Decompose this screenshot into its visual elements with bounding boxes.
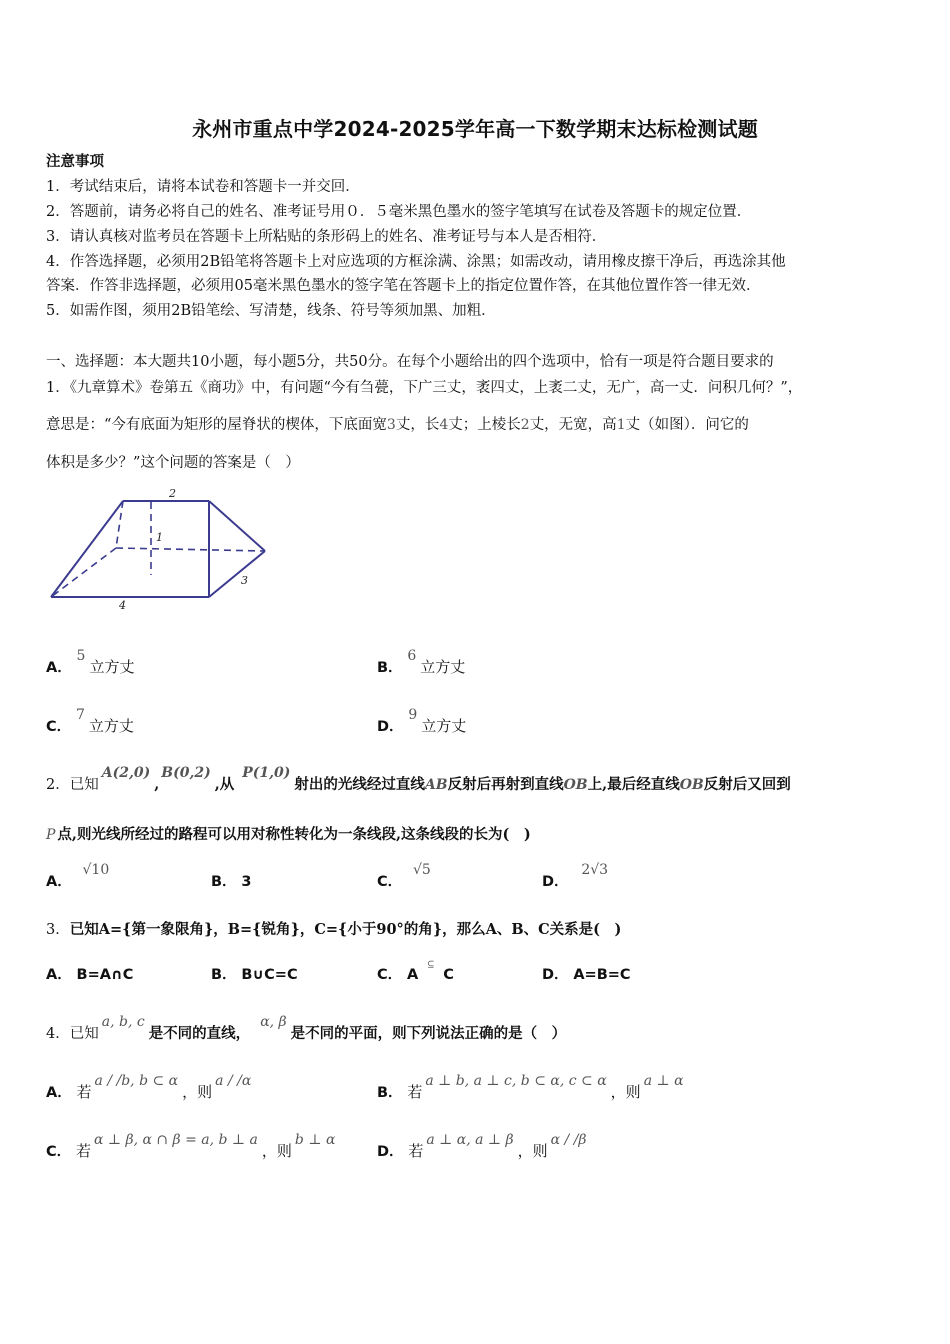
q1-option-d[interactable]: D． 9立方丈 bbox=[377, 707, 467, 735]
q4-option-a[interactable]: A． 若a / /b, b ⊂ α，则a / /α bbox=[46, 1073, 252, 1101]
note-item: 1．考试结束后，请将本试卷和答题卡一并交回． bbox=[46, 179, 360, 195]
note-item: 5．如需作图，须用2B铅笔绘、写清楚，线条、符号等须加黑、加粗． bbox=[46, 303, 496, 319]
page-title: 永州市重点中学2024-2025学年高一下数学期末达标检测试题 bbox=[192, 117, 758, 141]
q4-option-b[interactable]: B． 若a ⊥ b, a ⊥ c, b ⊂ α, c ⊂ α，则a ⊥ α bbox=[377, 1073, 684, 1101]
figure-label-side: 3 bbox=[241, 574, 248, 587]
section-header: 一、选择题：本大题共10小题，每小题5分，共50分。在每个小题给出的四个选项中，恰有一项是符合题目要求的 bbox=[46, 354, 774, 370]
q4-text: 4．已知a, b, c是不同的直线，α, β是不同的平面，则下列说法正确的是（ ） bbox=[46, 1014, 567, 1042]
q3-option-a[interactable]: A． B=A∩C bbox=[46, 967, 134, 983]
q2-option-d[interactable]: D． 2√3 bbox=[542, 862, 609, 890]
q3-option-c[interactable]: C． A ⊆ C bbox=[377, 960, 454, 983]
q1-option-b[interactable]: B． 6立方丈 bbox=[377, 648, 466, 676]
q1-option-a[interactable]: A． 5立方丈 bbox=[46, 648, 135, 676]
q2-option-b[interactable]: B． 3 bbox=[211, 874, 252, 890]
q3-text: 3．已知A={第一象限角}，B={锐角}，C={小于90°的角}，那么A、B、C关系是( ) bbox=[46, 921, 622, 938]
figure-label-top: 2 bbox=[169, 487, 176, 500]
note-item: 2．答题前，请务必将自己的姓名、准考证号用０．５毫米黑色墨水的签字笔填写在试卷及答题卡的规定位置． bbox=[46, 204, 752, 220]
q4-option-c[interactable]: C． 若α ⊥ β, α ∩ β = a, b ⊥ a，则b ⊥ α bbox=[46, 1132, 336, 1160]
wedge-figure bbox=[44, 486, 276, 614]
q2-line2: P 点,则光线所经过的路程可以用对称性转化为一条线段,这条线段的长为( ) bbox=[46, 826, 531, 843]
q1-line1: 1．《九章算术》卷第五《商功》中，有问题“今有刍甍，下广三丈，袤四丈，上袤二丈，无广，高一丈．问积几何？”， bbox=[46, 380, 803, 396]
notes-heading: 注意事项 bbox=[46, 153, 104, 170]
figure-label-bottom: 4 bbox=[119, 599, 126, 612]
q1-line2: 意思是：“今有底面为矩形的屋脊状的楔体，下底面宽3丈，长4丈；上棱长2丈，无宽，高1丈（如图）．问它的 bbox=[46, 417, 749, 433]
q2-line1: 2．已知A(2,0),B(0,2),从P(1,0)射出的光线经过直线AB反射后再射到直线OB上,最后经直线OB反射后又回到 bbox=[46, 765, 791, 793]
q2-option-c[interactable]: C． √5 bbox=[377, 862, 431, 890]
q4-option-d[interactable]: D． 若a ⊥ α, a ⊥ β，则α / /β bbox=[377, 1132, 587, 1160]
note-item: 3．请认真核对监考员在答题卡上所粘贴的条形码上的姓名、准考证号与本人是否相符． bbox=[46, 229, 607, 245]
q3-option-b[interactable]: B． B∪C=C bbox=[211, 967, 298, 983]
note-item: 4．作答选择题，必须用2B铅笔将答题卡上对应选项的方框涂满、涂黑；如需改动，请用橡皮擦干净后，再选涂其他 bbox=[46, 254, 786, 270]
q2-option-a[interactable]: A． √10 bbox=[46, 862, 110, 890]
q1-line3: 体积是多少？”这个问题的答案是（ ） bbox=[46, 455, 300, 471]
subset-symbol: ⊆ bbox=[426, 960, 435, 970]
figure-label-height: 1 bbox=[156, 531, 163, 544]
note-item: 答案．作答非选择题，必须用05毫米黑色墨水的签字笔在答题卡上的指定位置作答，在其他位置作答一律无效． bbox=[46, 278, 761, 294]
q1-option-c[interactable]: C． 7立方丈 bbox=[46, 707, 134, 735]
q3-option-d[interactable]: D． A=B=C bbox=[542, 967, 631, 983]
